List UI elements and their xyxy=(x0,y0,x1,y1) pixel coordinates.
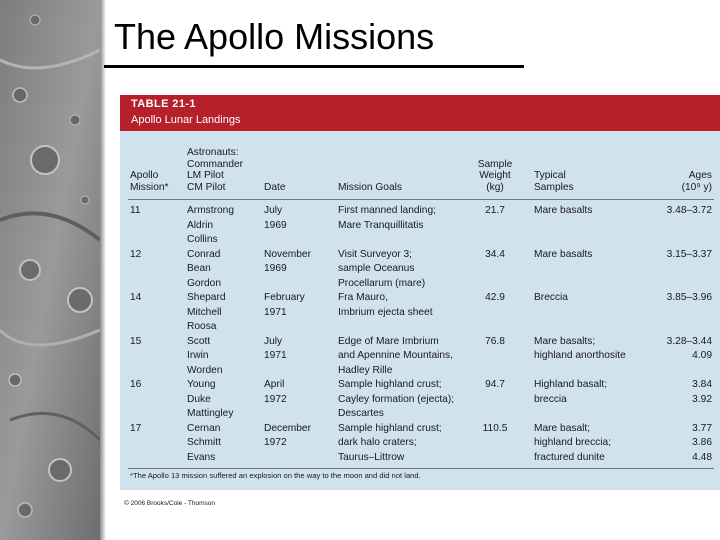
cell-date: 1969 xyxy=(264,263,287,274)
cell-goals: Mare Tranquillitatis xyxy=(338,219,424,231)
cell-ages: 3.84 xyxy=(692,379,712,390)
cell-samples: Mare basalts xyxy=(534,205,593,216)
footer-rule xyxy=(128,468,714,469)
column-header-astronauts: CM Pilot xyxy=(187,181,226,193)
cell-ages: 3.86 xyxy=(692,437,712,448)
cell-ages: 4.48 xyxy=(692,451,712,463)
cell-astronauts: Schmitt xyxy=(187,437,221,448)
cell-samples: highland breccia; xyxy=(534,437,612,448)
cell-samples: highland anorthosite xyxy=(534,350,626,361)
cell-mission: 16 xyxy=(130,379,142,390)
cell-goals: Imbrium ejecta sheet xyxy=(338,306,433,318)
cell-samples: Mare basalts; xyxy=(534,335,596,347)
cell-samples: fractured dunite xyxy=(534,451,605,463)
cell-date: November xyxy=(264,248,311,260)
cell-ages: 3.77 xyxy=(692,422,712,434)
cell-goals: Descartes xyxy=(338,408,384,419)
cell-ages: 3.85–3.96 xyxy=(666,292,712,303)
cell-mission: 17 xyxy=(130,422,142,434)
cell-samples: Breccia xyxy=(534,292,568,303)
cell-samples: Highland basalt; xyxy=(534,379,608,390)
cell-mission: 14 xyxy=(130,292,142,303)
column-header-samples: Typical xyxy=(534,170,566,181)
header-rule xyxy=(128,199,714,200)
moon-image-edge xyxy=(100,0,106,540)
copyright-notice: © 2006 Brooks/Cole - Thomson xyxy=(124,500,216,507)
cell-weight: 34.4 xyxy=(485,248,505,260)
cell-astronauts: Collins xyxy=(187,234,218,245)
cell-weight: 94.7 xyxy=(485,379,505,390)
cell-mission: 15 xyxy=(130,335,142,347)
slide-title: The Apollo Missions xyxy=(114,16,435,57)
cell-astronauts: Armstrong xyxy=(187,205,234,216)
cell-astronauts: Duke xyxy=(187,393,211,405)
cell-samples: Mare basalts xyxy=(534,248,593,260)
cell-astronauts: Mattingley xyxy=(187,408,234,419)
column-header-astronauts: LM Pilot xyxy=(187,170,224,181)
cell-date: 1971 xyxy=(264,306,287,318)
cell-goals: First manned landing; xyxy=(338,205,436,216)
cell-date: 1972 xyxy=(264,393,287,405)
cell-date: February xyxy=(264,292,305,303)
data-table-panel xyxy=(120,95,720,490)
cell-astronauts: Worden xyxy=(187,364,223,376)
cell-astronauts: Irwin xyxy=(187,350,209,361)
column-header-goals: Mission Goals xyxy=(338,181,402,193)
cell-ages: 4.09 xyxy=(692,350,712,361)
cell-samples: Mare basalt; xyxy=(534,422,591,434)
table-caption: Apollo Lunar Landings xyxy=(131,114,241,126)
cell-astronauts: Roosa xyxy=(187,321,217,332)
column-header-date: Date xyxy=(264,181,286,193)
cell-ages: 3.15–3.37 xyxy=(666,248,712,260)
column-header-mission: Mission* xyxy=(130,181,169,193)
cell-astronauts: Cernan xyxy=(187,422,221,434)
cell-astronauts: Evans xyxy=(187,451,216,463)
cell-astronauts: Scott xyxy=(187,335,211,347)
column-header-ages: Ages xyxy=(688,170,712,181)
cell-ages: 3.48–3.72 xyxy=(666,205,712,216)
cell-goals: sample Oceanus xyxy=(338,263,415,274)
column-header-weight: Sample xyxy=(477,158,513,170)
column-header-astronauts: Commander xyxy=(187,158,244,170)
title-underline xyxy=(104,65,524,68)
cell-date: December xyxy=(264,422,311,434)
cell-goals: Edge of Mare Imbrium xyxy=(338,335,439,347)
cell-goals: Procellarum (mare) xyxy=(338,277,426,289)
cell-goals: Hadley Rille xyxy=(338,364,393,376)
column-header-astronauts: Astronauts: xyxy=(187,147,239,158)
cell-goals: and Apennine Mountains, xyxy=(338,350,453,361)
cell-ages: 3.92 xyxy=(692,393,712,405)
column-header-samples: Samples xyxy=(534,181,574,193)
cell-goals: Visit Surveyor 3; xyxy=(338,248,412,260)
cell-goals: Sample highland crust; xyxy=(338,422,442,434)
cell-astronauts: Shepard xyxy=(187,292,226,303)
cell-date: 1971 xyxy=(264,350,287,361)
cell-goals: dark halo craters; xyxy=(338,437,417,448)
cell-date: July xyxy=(264,205,283,216)
cell-goals: Fra Mauro, xyxy=(338,292,388,303)
cell-astronauts: Young xyxy=(187,379,216,390)
cell-weight: 76.8 xyxy=(485,335,505,347)
cell-weight: 42.9 xyxy=(485,292,505,303)
cell-astronauts: Mitchell xyxy=(187,306,222,318)
cell-weight: 110.5 xyxy=(482,422,508,434)
cell-mission: 12 xyxy=(130,248,142,260)
cell-ages: 3.28–3.44 xyxy=(666,335,712,347)
cell-date: July xyxy=(264,335,283,347)
column-header-weight: Weight xyxy=(479,170,511,181)
table-number: TABLE 21-1 xyxy=(131,98,196,110)
cell-astronauts: Bean xyxy=(187,263,211,274)
moon-surface-image xyxy=(0,0,100,540)
cell-astronauts: Gordon xyxy=(187,277,221,289)
cell-astronauts: Aldrin xyxy=(187,219,214,231)
cell-samples: breccia xyxy=(534,393,567,405)
cell-astronauts: Conrad xyxy=(187,248,221,260)
table-header-bar xyxy=(120,95,720,131)
cell-date: April xyxy=(264,379,285,390)
cell-goals: Taurus–Littrow xyxy=(338,451,405,463)
cell-goals: Sample highland crust; xyxy=(338,379,442,390)
cell-mission: 11 xyxy=(130,205,141,216)
table-footnote: *The Apollo 13 mission suffered an explosion on the way to the moon and did not land. xyxy=(130,471,421,480)
cell-date: 1969 xyxy=(264,219,287,231)
column-header-ages: (10⁹ y) xyxy=(681,181,712,193)
column-header-mission: Apollo xyxy=(130,170,159,181)
cell-date: 1972 xyxy=(264,437,287,448)
column-header-weight: (kg) xyxy=(486,181,504,193)
cell-weight: 21.7 xyxy=(485,205,505,216)
cell-goals: Cayley formation (ejecta); xyxy=(338,393,455,405)
